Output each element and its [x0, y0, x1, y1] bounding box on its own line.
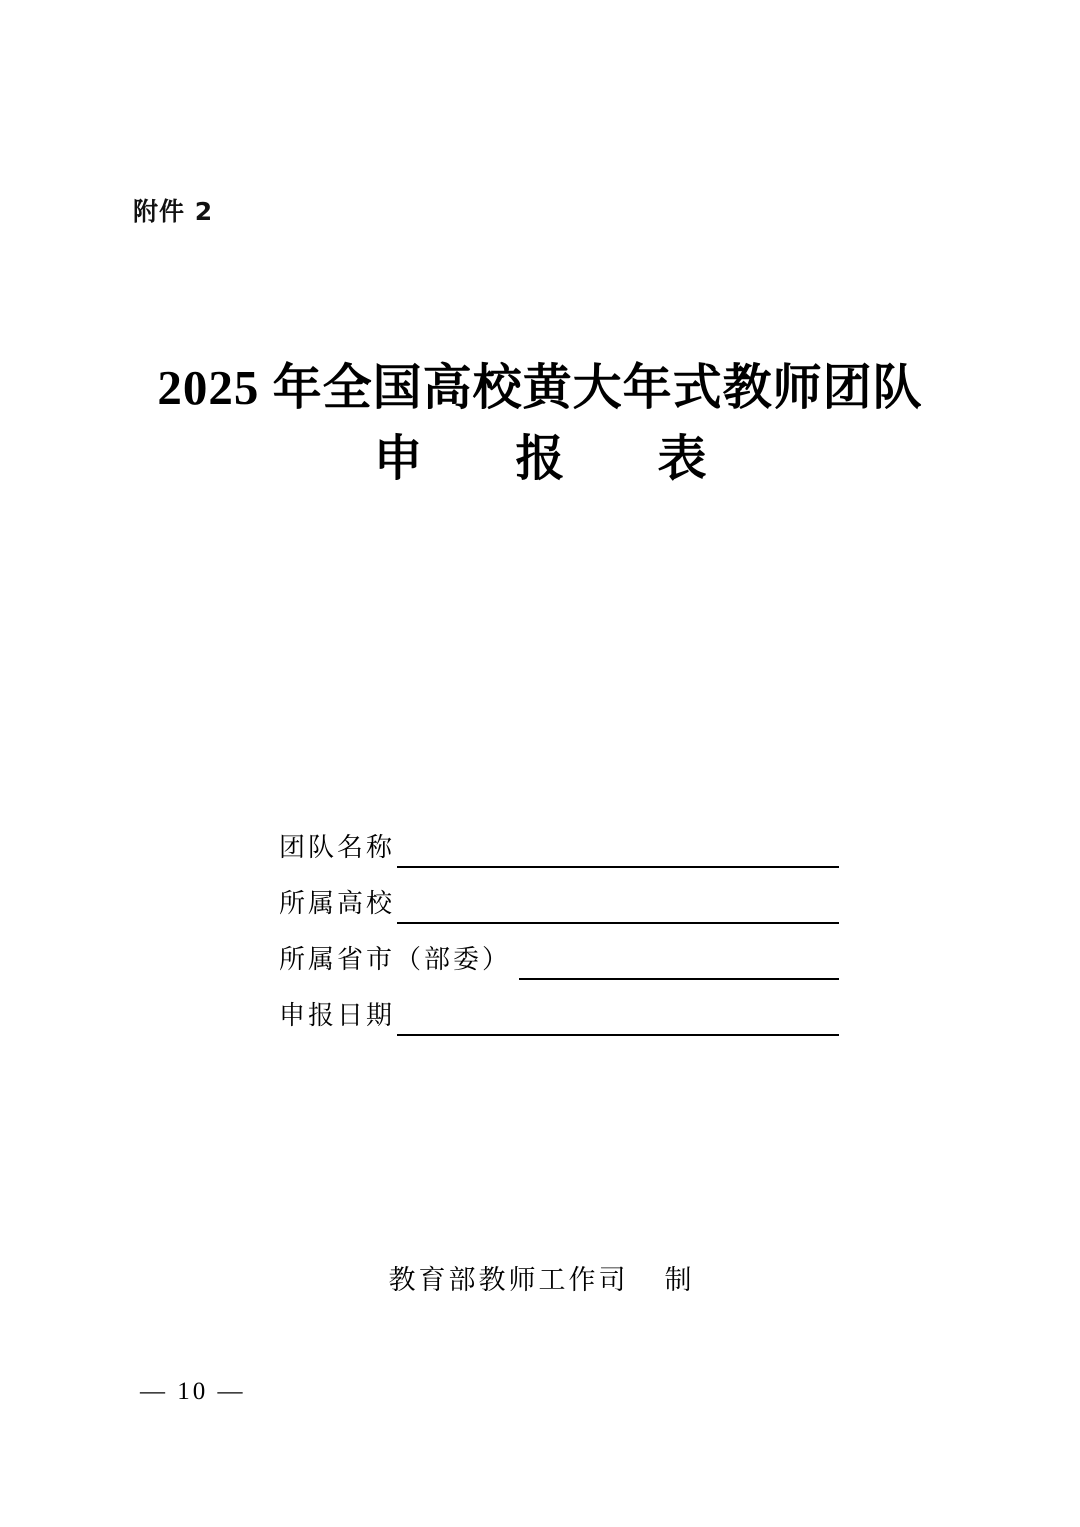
issuer-suffix: 制 — [664, 1265, 692, 1295]
field-label-university: 所属高校 — [279, 889, 396, 918]
field-input-team-name[interactable] — [397, 838, 839, 868]
field-row-team-name — [279, 812, 839, 868]
title-line-primary: 2025 年全国高校黄大年式教师团队 — [157, 360, 923, 415]
field-label-province: 所属省市（部委） — [279, 945, 512, 974]
title-line-secondary: 申 报 表 — [373, 431, 729, 487]
field-input-apply-date[interactable] — [397, 1006, 839, 1036]
field-input-province[interactable] — [519, 950, 839, 980]
field-label-team-name: 团队名称 — [279, 833, 396, 862]
document-title — [0, 352, 1080, 494]
issuer-name: 教育部教师工作司 — [388, 1265, 629, 1295]
field-input-university[interactable] — [397, 894, 839, 924]
field-row-province — [279, 924, 839, 980]
issuer-line — [0, 1258, 1080, 1297]
page-number: — 10 — — [140, 1378, 246, 1405]
attachment-label: 附件 2 — [133, 197, 214, 226]
field-label-apply-date: 申报日期 — [279, 1001, 396, 1030]
form-fields — [279, 812, 839, 1036]
field-row-apply-date — [279, 980, 839, 1036]
field-row-university — [279, 868, 839, 924]
